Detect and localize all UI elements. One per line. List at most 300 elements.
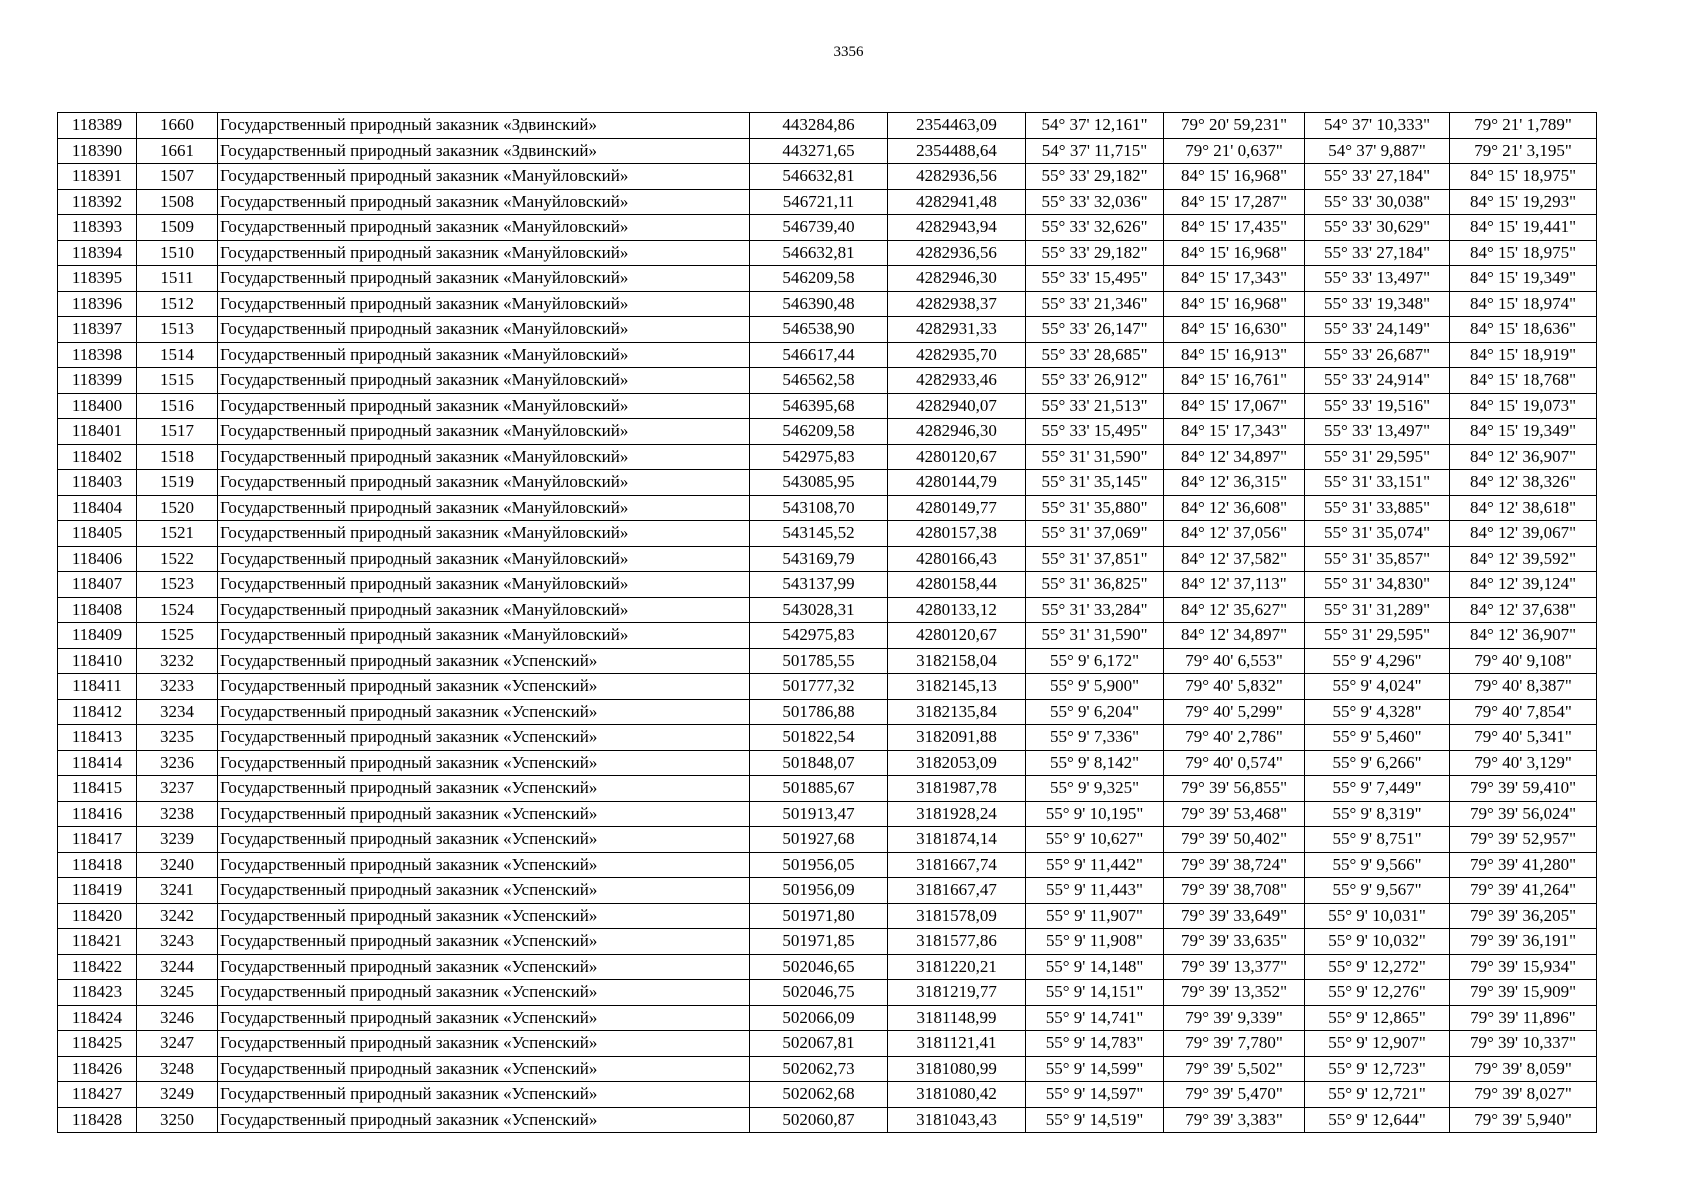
x-coordinate-cell: 502062,73 (750, 1056, 888, 1082)
latitude-1-cell: 55° 33' 32,626" (1026, 215, 1164, 241)
latitude-1-cell: 55° 33' 26,912" (1026, 368, 1164, 394)
table-row (58, 954, 1597, 980)
longitude-2-cell: 79° 39' 41,280" (1450, 852, 1597, 878)
record-id-cell: 118412 (58, 699, 137, 725)
latitude-2-cell: 55° 9' 9,567" (1305, 878, 1450, 904)
longitude-2-cell: 84° 12' 38,326" (1450, 470, 1597, 496)
longitude-2-cell: 79° 40' 8,387" (1450, 674, 1597, 700)
longitude-1-cell: 79° 39' 5,502" (1164, 1056, 1305, 1082)
record-id-cell: 118393 (58, 215, 137, 241)
record-id-cell: 118397 (58, 317, 137, 343)
x-coordinate-cell: 546538,90 (750, 317, 888, 343)
y-coordinate-cell: 4282943,94 (888, 215, 1026, 241)
record-id-cell: 118422 (58, 954, 137, 980)
record-id-cell: 118425 (58, 1031, 137, 1057)
longitude-1-cell: 84° 15' 17,435" (1164, 215, 1305, 241)
object-name-cell: Государственный природный заказник «Успенский» (218, 1082, 750, 1108)
longitude-2-cell: 84° 15' 18,975" (1450, 164, 1597, 190)
latitude-1-cell: 55° 33' 21,346" (1026, 291, 1164, 317)
object-name-cell: Государственный природный заказник «Мануйловский» (218, 419, 750, 445)
x-coordinate-cell: 543137,99 (750, 572, 888, 598)
longitude-1-cell: 79° 39' 38,708" (1164, 878, 1305, 904)
y-coordinate-cell: 4282931,33 (888, 317, 1026, 343)
longitude-1-cell: 79° 21' 0,637" (1164, 138, 1305, 164)
record-id-cell: 118427 (58, 1082, 137, 1108)
object-name-cell: Государственный природный заказник «Мануйловский» (218, 623, 750, 649)
longitude-1-cell: 79° 39' 5,470" (1164, 1082, 1305, 1108)
x-coordinate-cell: 501956,09 (750, 878, 888, 904)
y-coordinate-cell: 3182158,04 (888, 648, 1026, 674)
latitude-2-cell: 55° 33' 30,038" (1305, 189, 1450, 215)
latitude-1-cell: 55° 9' 5,900" (1026, 674, 1164, 700)
y-coordinate-cell: 4280166,43 (888, 546, 1026, 572)
point-number-cell: 3233 (137, 674, 218, 700)
latitude-2-cell: 55° 9' 6,266" (1305, 750, 1450, 776)
record-id-cell: 118419 (58, 878, 137, 904)
latitude-1-cell: 55° 31' 33,284" (1026, 597, 1164, 623)
longitude-2-cell: 79° 40' 5,341" (1450, 725, 1597, 751)
record-id-cell: 118416 (58, 801, 137, 827)
longitude-1-cell: 79° 40' 5,299" (1164, 699, 1305, 725)
point-number-cell: 3241 (137, 878, 218, 904)
latitude-1-cell: 55° 9' 11,442" (1026, 852, 1164, 878)
object-name-cell: Государственный природный заказник «Мануйловский» (218, 317, 750, 343)
object-name-cell: Государственный природный заказник «Успенский» (218, 725, 750, 751)
y-coordinate-cell: 4282933,46 (888, 368, 1026, 394)
table-row (58, 903, 1597, 929)
object-name-cell: Государственный природный заказник «Успенский» (218, 878, 750, 904)
y-coordinate-cell: 4282936,56 (888, 164, 1026, 190)
longitude-1-cell: 79° 39' 7,780" (1164, 1031, 1305, 1057)
y-coordinate-cell: 3181577,86 (888, 929, 1026, 955)
longitude-2-cell: 84° 12' 39,592" (1450, 546, 1597, 572)
table-row (58, 1005, 1597, 1031)
y-coordinate-cell: 3181148,99 (888, 1005, 1026, 1031)
record-id-cell: 118414 (58, 750, 137, 776)
point-number-cell: 3236 (137, 750, 218, 776)
point-number-cell: 1512 (137, 291, 218, 317)
table-row (58, 419, 1597, 445)
latitude-1-cell: 54° 37' 12,161" (1026, 113, 1164, 139)
point-number-cell: 1507 (137, 164, 218, 190)
latitude-1-cell: 55° 33' 26,147" (1026, 317, 1164, 343)
y-coordinate-cell: 4280133,12 (888, 597, 1026, 623)
object-name-cell: Государственный природный заказник «Мануйловский» (218, 546, 750, 572)
latitude-1-cell: 55° 9' 11,908" (1026, 929, 1164, 955)
x-coordinate-cell: 501848,07 (750, 750, 888, 776)
table-row (58, 368, 1597, 394)
longitude-2-cell: 79° 39' 36,191" (1450, 929, 1597, 955)
record-id-cell: 118413 (58, 725, 137, 751)
y-coordinate-cell: 4282946,30 (888, 266, 1026, 292)
latitude-2-cell: 55° 9' 12,272" (1305, 954, 1450, 980)
y-coordinate-cell: 4282946,30 (888, 419, 1026, 445)
table-row (58, 878, 1597, 904)
record-id-cell: 118389 (58, 113, 137, 139)
point-number-cell: 3246 (137, 1005, 218, 1031)
latitude-1-cell: 55° 9' 14,597" (1026, 1082, 1164, 1108)
x-coordinate-cell: 501956,05 (750, 852, 888, 878)
y-coordinate-cell: 3182053,09 (888, 750, 1026, 776)
record-id-cell: 118391 (58, 164, 137, 190)
point-number-cell: 1513 (137, 317, 218, 343)
point-number-cell: 1517 (137, 419, 218, 445)
record-id-cell: 118423 (58, 980, 137, 1006)
longitude-2-cell: 84° 12' 36,907" (1450, 623, 1597, 649)
longitude-2-cell: 84° 15' 18,975" (1450, 240, 1597, 266)
latitude-1-cell: 55° 9' 7,336" (1026, 725, 1164, 751)
longitude-1-cell: 84° 12' 36,608" (1164, 495, 1305, 521)
record-id-cell: 118410 (58, 648, 137, 674)
x-coordinate-cell: 502046,65 (750, 954, 888, 980)
longitude-2-cell: 79° 39' 56,024" (1450, 801, 1597, 827)
latitude-1-cell: 55° 9' 14,148" (1026, 954, 1164, 980)
longitude-2-cell: 79° 21' 3,195" (1450, 138, 1597, 164)
point-number-cell: 3247 (137, 1031, 218, 1057)
latitude-1-cell: 55° 33' 29,182" (1026, 240, 1164, 266)
y-coordinate-cell: 4282941,48 (888, 189, 1026, 215)
latitude-2-cell: 55° 33' 13,497" (1305, 419, 1450, 445)
longitude-1-cell: 84° 15' 16,968" (1164, 291, 1305, 317)
longitude-1-cell: 84° 12' 36,315" (1164, 470, 1305, 496)
longitude-2-cell: 79° 39' 41,264" (1450, 878, 1597, 904)
table-body (58, 113, 1597, 1133)
object-name-cell: Государственный природный заказник «Успенский» (218, 1031, 750, 1057)
latitude-2-cell: 55° 31' 33,151" (1305, 470, 1450, 496)
point-number-cell: 3237 (137, 776, 218, 802)
longitude-1-cell: 79° 40' 5,832" (1164, 674, 1305, 700)
longitude-1-cell: 84° 12' 34,897" (1164, 623, 1305, 649)
point-number-cell: 3250 (137, 1107, 218, 1133)
table-row (58, 546, 1597, 572)
longitude-2-cell: 84° 12' 36,907" (1450, 444, 1597, 470)
record-id-cell: 118424 (58, 1005, 137, 1031)
point-number-cell: 3248 (137, 1056, 218, 1082)
longitude-1-cell: 79° 39' 9,339" (1164, 1005, 1305, 1031)
x-coordinate-cell: 546562,58 (750, 368, 888, 394)
latitude-2-cell: 55° 33' 13,497" (1305, 266, 1450, 292)
longitude-1-cell: 84° 15' 16,761" (1164, 368, 1305, 394)
longitude-1-cell: 84° 12' 34,897" (1164, 444, 1305, 470)
object-name-cell: Государственный природный заказник «Мануйловский» (218, 215, 750, 241)
x-coordinate-cell: 542975,83 (750, 444, 888, 470)
table-row (58, 1107, 1597, 1133)
point-number-cell: 1518 (137, 444, 218, 470)
object-name-cell: Государственный природный заказник «Здвинский» (218, 138, 750, 164)
table-row (58, 393, 1597, 419)
latitude-2-cell: 55° 9' 12,907" (1305, 1031, 1450, 1057)
latitude-2-cell: 55° 31' 34,830" (1305, 572, 1450, 598)
longitude-2-cell: 84° 12' 39,067" (1450, 521, 1597, 547)
longitude-1-cell: 84° 15' 17,287" (1164, 189, 1305, 215)
latitude-2-cell: 55° 33' 27,184" (1305, 240, 1450, 266)
latitude-1-cell: 55° 9' 9,325" (1026, 776, 1164, 802)
y-coordinate-cell: 4280120,67 (888, 623, 1026, 649)
longitude-1-cell: 79° 39' 3,383" (1164, 1107, 1305, 1133)
y-coordinate-cell: 4280144,79 (888, 470, 1026, 496)
object-name-cell: Государственный природный заказник «Успенский» (218, 801, 750, 827)
y-coordinate-cell: 3181080,42 (888, 1082, 1026, 1108)
y-coordinate-cell: 3181080,99 (888, 1056, 1026, 1082)
latitude-2-cell: 55° 31' 31,289" (1305, 597, 1450, 623)
point-number-cell: 1515 (137, 368, 218, 394)
point-number-cell: 3238 (137, 801, 218, 827)
latitude-1-cell: 55° 9' 6,172" (1026, 648, 1164, 674)
longitude-1-cell: 84° 15' 16,968" (1164, 240, 1305, 266)
table-row (58, 240, 1597, 266)
x-coordinate-cell: 543085,95 (750, 470, 888, 496)
object-name-cell: Государственный природный заказник «Успенский» (218, 674, 750, 700)
longitude-1-cell: 79° 40' 0,574" (1164, 750, 1305, 776)
y-coordinate-cell: 2354463,09 (888, 113, 1026, 139)
longitude-2-cell: 79° 39' 11,896" (1450, 1005, 1597, 1031)
y-coordinate-cell: 4282935,70 (888, 342, 1026, 368)
latitude-2-cell: 55° 9' 8,751" (1305, 827, 1450, 853)
record-id-cell: 118415 (58, 776, 137, 802)
longitude-2-cell: 79° 39' 36,205" (1450, 903, 1597, 929)
table-row (58, 164, 1597, 190)
x-coordinate-cell: 542975,83 (750, 623, 888, 649)
table-row (58, 1031, 1597, 1057)
object-name-cell: Государственный природный заказник «Успенский» (218, 1107, 750, 1133)
latitude-1-cell: 55° 33' 28,685" (1026, 342, 1164, 368)
x-coordinate-cell: 546632,81 (750, 240, 888, 266)
longitude-2-cell: 79° 39' 8,027" (1450, 1082, 1597, 1108)
latitude-2-cell: 55° 9' 10,032" (1305, 929, 1450, 955)
longitude-2-cell: 84° 12' 39,124" (1450, 572, 1597, 598)
latitude-2-cell: 55° 9' 12,721" (1305, 1082, 1450, 1108)
y-coordinate-cell: 3182091,88 (888, 725, 1026, 751)
point-number-cell: 1514 (137, 342, 218, 368)
x-coordinate-cell: 546395,68 (750, 393, 888, 419)
point-number-cell: 1522 (137, 546, 218, 572)
latitude-2-cell: 55° 31' 29,595" (1305, 623, 1450, 649)
latitude-2-cell: 54° 37' 10,333" (1305, 113, 1450, 139)
point-number-cell: 1516 (137, 393, 218, 419)
point-number-cell: 1525 (137, 623, 218, 649)
y-coordinate-cell: 4282936,56 (888, 240, 1026, 266)
latitude-1-cell: 55° 33' 15,495" (1026, 419, 1164, 445)
x-coordinate-cell: 501971,80 (750, 903, 888, 929)
latitude-1-cell: 55° 9' 14,519" (1026, 1107, 1164, 1133)
table-row (58, 980, 1597, 1006)
record-id-cell: 118418 (58, 852, 137, 878)
point-number-cell: 3240 (137, 852, 218, 878)
record-id-cell: 118394 (58, 240, 137, 266)
object-name-cell: Государственный природный заказник «Мануйловский» (218, 164, 750, 190)
object-name-cell: Государственный природный заказник «Мануйловский» (218, 521, 750, 547)
latitude-1-cell: 55° 9' 11,443" (1026, 878, 1164, 904)
table-row (58, 801, 1597, 827)
y-coordinate-cell: 3181874,14 (888, 827, 1026, 853)
table-row (58, 572, 1597, 598)
object-name-cell: Государственный природный заказник «Успенский» (218, 852, 750, 878)
point-number-cell: 1508 (137, 189, 218, 215)
longitude-2-cell: 84° 12' 37,638" (1450, 597, 1597, 623)
latitude-2-cell: 55° 33' 26,687" (1305, 342, 1450, 368)
record-id-cell: 118421 (58, 929, 137, 955)
record-id-cell: 118426 (58, 1056, 137, 1082)
record-id-cell: 118409 (58, 623, 137, 649)
longitude-1-cell: 84° 12' 37,113" (1164, 572, 1305, 598)
longitude-1-cell: 84° 12' 35,627" (1164, 597, 1305, 623)
longitude-2-cell: 84° 15' 19,293" (1450, 189, 1597, 215)
latitude-2-cell: 55° 9' 12,865" (1305, 1005, 1450, 1031)
point-number-cell: 3235 (137, 725, 218, 751)
y-coordinate-cell: 4280120,67 (888, 444, 1026, 470)
y-coordinate-cell: 3181043,43 (888, 1107, 1026, 1133)
longitude-2-cell: 79° 39' 52,957" (1450, 827, 1597, 853)
point-number-cell: 3239 (137, 827, 218, 853)
latitude-2-cell: 55° 9' 12,723" (1305, 1056, 1450, 1082)
point-number-cell: 1519 (137, 470, 218, 496)
latitude-2-cell: 55° 31' 35,857" (1305, 546, 1450, 572)
point-number-cell: 3242 (137, 903, 218, 929)
record-id-cell: 118400 (58, 393, 137, 419)
record-id-cell: 118392 (58, 189, 137, 215)
latitude-2-cell: 55° 31' 33,885" (1305, 495, 1450, 521)
record-id-cell: 118395 (58, 266, 137, 292)
latitude-1-cell: 54° 37' 11,715" (1026, 138, 1164, 164)
x-coordinate-cell: 546617,44 (750, 342, 888, 368)
longitude-2-cell: 79° 40' 3,129" (1450, 750, 1597, 776)
y-coordinate-cell: 3182145,13 (888, 674, 1026, 700)
table-row (58, 750, 1597, 776)
longitude-2-cell: 79° 39' 8,059" (1450, 1056, 1597, 1082)
x-coordinate-cell: 501777,32 (750, 674, 888, 700)
y-coordinate-cell: 4282938,37 (888, 291, 1026, 317)
longitude-2-cell: 84° 15' 19,349" (1450, 266, 1597, 292)
longitude-2-cell: 79° 39' 59,410" (1450, 776, 1597, 802)
point-number-cell: 3244 (137, 954, 218, 980)
longitude-2-cell: 84° 15' 19,441" (1450, 215, 1597, 241)
table-row (58, 699, 1597, 725)
latitude-1-cell: 55° 31' 31,590" (1026, 444, 1164, 470)
y-coordinate-cell: 4282940,07 (888, 393, 1026, 419)
latitude-1-cell: 55° 9' 14,599" (1026, 1056, 1164, 1082)
longitude-1-cell: 79° 39' 13,377" (1164, 954, 1305, 980)
x-coordinate-cell: 543169,79 (750, 546, 888, 572)
table-row (58, 1082, 1597, 1108)
table-row (58, 827, 1597, 853)
record-id-cell: 118390 (58, 138, 137, 164)
x-coordinate-cell: 443284,86 (750, 113, 888, 139)
record-id-cell: 118417 (58, 827, 137, 853)
x-coordinate-cell: 502062,68 (750, 1082, 888, 1108)
record-id-cell: 118428 (58, 1107, 137, 1133)
point-number-cell: 1520 (137, 495, 218, 521)
point-number-cell: 1523 (137, 572, 218, 598)
record-id-cell: 118399 (58, 368, 137, 394)
y-coordinate-cell: 4280158,44 (888, 572, 1026, 598)
y-coordinate-cell: 3181121,41 (888, 1031, 1026, 1057)
table-row (58, 291, 1597, 317)
latitude-1-cell: 55° 9' 14,741" (1026, 1005, 1164, 1031)
point-number-cell: 1510 (137, 240, 218, 266)
table-row (58, 929, 1597, 955)
longitude-2-cell: 84° 15' 18,974" (1450, 291, 1597, 317)
longitude-2-cell: 79° 39' 15,934" (1450, 954, 1597, 980)
latitude-2-cell: 55° 9' 10,031" (1305, 903, 1450, 929)
latitude-2-cell: 55° 31' 35,074" (1305, 521, 1450, 547)
longitude-2-cell: 84° 15' 18,768" (1450, 368, 1597, 394)
table-row (58, 521, 1597, 547)
latitude-1-cell: 55° 31' 35,145" (1026, 470, 1164, 496)
longitude-1-cell: 79° 39' 50,402" (1164, 827, 1305, 853)
longitude-2-cell: 79° 39' 15,909" (1450, 980, 1597, 1006)
record-id-cell: 118420 (58, 903, 137, 929)
longitude-1-cell: 84° 12' 37,582" (1164, 546, 1305, 572)
record-id-cell: 118403 (58, 470, 137, 496)
point-number-cell: 1509 (137, 215, 218, 241)
table-row (58, 189, 1597, 215)
y-coordinate-cell: 3181578,09 (888, 903, 1026, 929)
latitude-2-cell: 55° 33' 24,149" (1305, 317, 1450, 343)
table-row (58, 342, 1597, 368)
longitude-1-cell: 79° 39' 33,635" (1164, 929, 1305, 955)
longitude-2-cell: 84° 15' 19,349" (1450, 419, 1597, 445)
x-coordinate-cell: 501822,54 (750, 725, 888, 751)
point-number-cell: 3249 (137, 1082, 218, 1108)
object-name-cell: Государственный природный заказник «Мануйловский» (218, 572, 750, 598)
object-name-cell: Государственный природный заказник «Мануйловский» (218, 342, 750, 368)
latitude-2-cell: 55° 9' 4,024" (1305, 674, 1450, 700)
object-name-cell: Государственный природный заказник «Успенский» (218, 648, 750, 674)
x-coordinate-cell: 443271,65 (750, 138, 888, 164)
object-name-cell: Государственный природный заказник «Мануйловский» (218, 470, 750, 496)
latitude-2-cell: 55° 33' 27,184" (1305, 164, 1450, 190)
latitude-1-cell: 55° 9' 8,142" (1026, 750, 1164, 776)
table-row (58, 725, 1597, 751)
longitude-2-cell: 84° 15' 18,919" (1450, 342, 1597, 368)
record-id-cell: 118405 (58, 521, 137, 547)
record-id-cell: 118401 (58, 419, 137, 445)
point-number-cell: 3232 (137, 648, 218, 674)
object-name-cell: Государственный природный заказник «Мануйловский» (218, 291, 750, 317)
object-name-cell: Государственный природный заказник «Успенский» (218, 827, 750, 853)
latitude-1-cell: 55° 9' 14,151" (1026, 980, 1164, 1006)
table-row (58, 1056, 1597, 1082)
longitude-2-cell: 79° 39' 10,337" (1450, 1031, 1597, 1057)
x-coordinate-cell: 502066,09 (750, 1005, 888, 1031)
x-coordinate-cell: 543028,31 (750, 597, 888, 623)
object-name-cell: Государственный природный заказник «Успенский» (218, 1056, 750, 1082)
y-coordinate-cell: 4280157,38 (888, 521, 1026, 547)
y-coordinate-cell: 3181667,74 (888, 852, 1026, 878)
object-name-cell: Государственный природный заказник «Мануйловский» (218, 240, 750, 266)
latitude-1-cell: 55° 33' 29,182" (1026, 164, 1164, 190)
point-number-cell: 1660 (137, 113, 218, 139)
point-number-cell: 1521 (137, 521, 218, 547)
x-coordinate-cell: 501885,67 (750, 776, 888, 802)
latitude-1-cell: 55° 31' 31,590" (1026, 623, 1164, 649)
latitude-1-cell: 55° 31' 35,880" (1026, 495, 1164, 521)
latitude-2-cell: 55° 9' 12,644" (1305, 1107, 1450, 1133)
object-name-cell: Государственный природный заказник «Успенский» (218, 750, 750, 776)
longitude-1-cell: 84° 15' 16,630" (1164, 317, 1305, 343)
object-name-cell: Государственный природный заказник «Успенский» (218, 1005, 750, 1031)
table-row (58, 495, 1597, 521)
x-coordinate-cell: 502046,75 (750, 980, 888, 1006)
longitude-1-cell: 79° 40' 2,786" (1164, 725, 1305, 751)
latitude-1-cell: 55° 9' 10,627" (1026, 827, 1164, 853)
y-coordinate-cell: 4280149,77 (888, 495, 1026, 521)
latitude-2-cell: 55° 31' 29,595" (1305, 444, 1450, 470)
longitude-1-cell: 84° 15' 16,968" (1164, 164, 1305, 190)
object-name-cell: Государственный природный заказник «Успенский» (218, 699, 750, 725)
x-coordinate-cell: 501786,88 (750, 699, 888, 725)
longitude-1-cell: 79° 39' 13,352" (1164, 980, 1305, 1006)
